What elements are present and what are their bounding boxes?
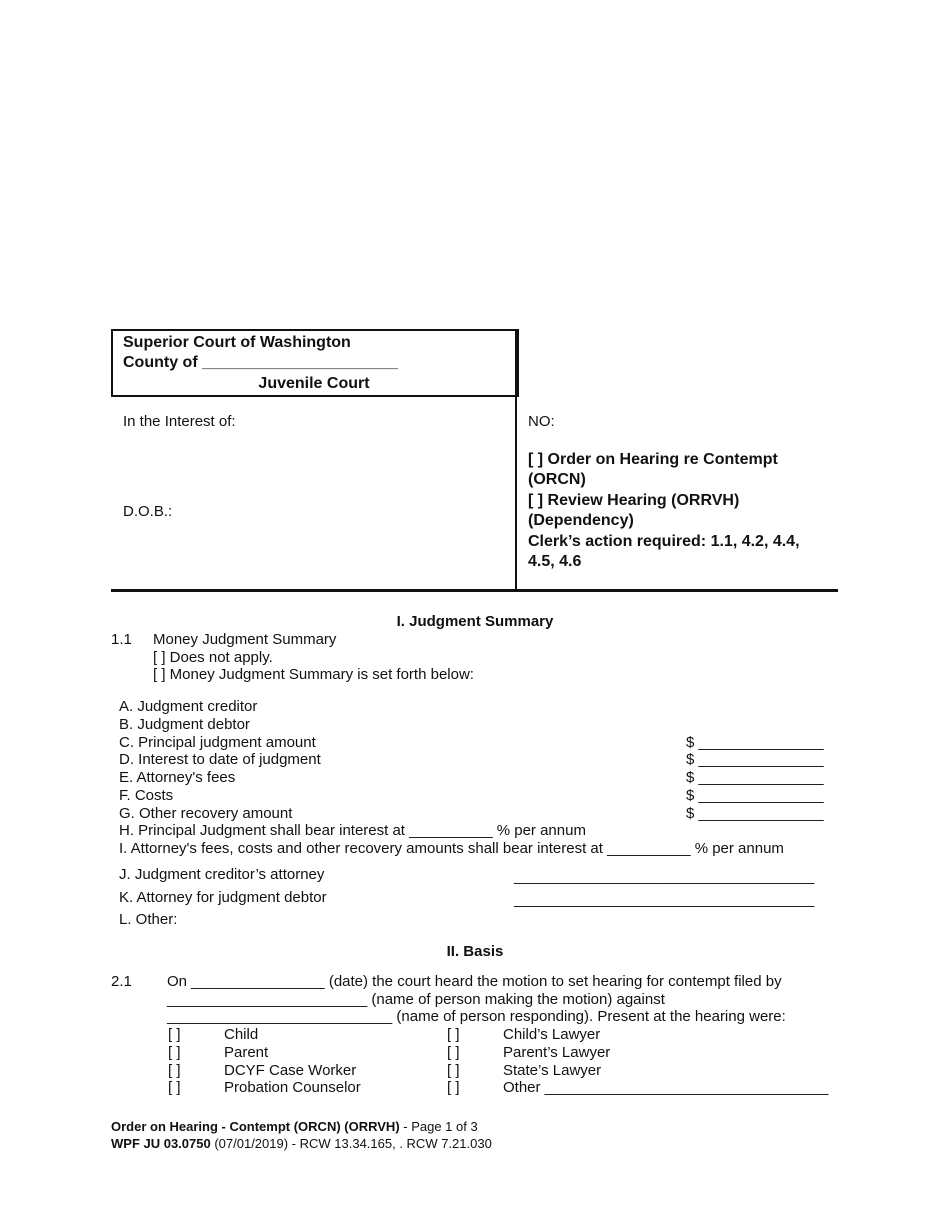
checkbox-dcyf-case-worker: [ ] [168,1062,181,1079]
clerk-action: Clerk’s action required: 1.1, 4.2, 4.4, 4.5, 4.6 [528,533,800,570]
label-other: Other __________________________________ [503,1079,829,1096]
line-f: F. Costs [119,787,174,804]
checkbox-states-lawyer: [ ] [447,1062,460,1079]
line-b: B. Judgment debtor [119,716,250,733]
line-j: J. Judgment creditor’s attorney [119,866,325,883]
label-dcyf-case-worker: DCYF Case Worker [224,1062,357,1079]
basis-line-1: On ________________ (date) the court heard the motion to set hearing for contempt filed by [167,973,782,990]
label-parents-lawyer: Parent’s Lawyer [503,1044,611,1061]
checkbox-other: [ ] [447,1079,460,1096]
amount-blank-e: $ _______________ [686,769,824,786]
option-does-not-apply: [ ] Does not apply. [153,649,273,666]
line-c: C. Principal judgment amount [119,734,316,751]
label-childs-lawyer: Child’s Lawyer [503,1026,601,1043]
line-i: I. Attorney's fees, costs and other recovery amounts shall bear interest at __________ % per annum [119,840,784,857]
case-number-label: NO: [528,413,555,430]
footer-form-title: Order on Hearing - Contempt (ORCN) (ORRVH) [111,1119,400,1134]
amount-blank-c: $ _______________ [686,734,824,751]
section-2-heading: II. Basis [446,943,504,960]
option-set-forth-below: [ ] Money Judgment Summary is set forth below: [153,666,474,683]
footer-title-line [111,1118,478,1135]
item-1-1-title: Money Judgment Summary [153,631,337,648]
order-title-contempt: [ ] Order on Hearing re Contempt (ORCN) [528,451,778,488]
label-states-lawyer: State’s Lawyer [503,1062,602,1079]
item-1-1-number: 1.1 [111,631,132,648]
item-2-1-number: 2.1 [111,973,132,990]
amount-blank-f: $ _______________ [686,787,824,804]
attorney-blank-j: ____________________________________ [514,868,815,885]
checkbox-childs-lawyer: [ ] [447,1026,460,1043]
line-k: K. Attorney for judgment debtor [119,889,327,906]
line-e: E. Attorney's fees [119,769,236,786]
checkbox-parents-lawyer: [ ] [447,1044,460,1061]
line-l: L. Other: [119,911,178,928]
caption-divider-vertical [515,329,517,591]
checkbox-parent: [ ] [168,1044,181,1061]
caption-divider-horizontal [111,589,838,592]
juvenile-court-label: Juvenile Court [258,375,370,392]
label-child: Child [224,1026,259,1043]
line-g: G. Other recovery amount [119,805,293,822]
checkbox-child: [ ] [168,1026,181,1043]
label-parent: Parent [224,1044,269,1061]
label-probation-counselor: Probation Counselor [224,1079,361,1096]
attorney-blank-k: ____________________________________ [514,891,815,908]
footer-page-info: - Page 1 of 3 [399,1119,478,1134]
section-1-heading: I. Judgment Summary [396,613,554,630]
footer-form-line [111,1135,492,1152]
line-h: H. Principal Judgment shall bear interest at __________ % per annum [119,822,586,839]
checkbox-probation-counselor: [ ] [168,1079,181,1096]
footer-form-number: WPF JU 03.0750 [111,1136,211,1151]
amount-blank-d: $ _______________ [686,751,824,768]
basis-line-3: ___________________________ (name of person responding). Present at the hearing were: [167,1008,786,1025]
basis-line-2: ________________________ (name of person making the motion) against [167,991,665,1008]
line-d: D. Interest to date of judgment [119,751,321,768]
order-title-review: [ ] Review Hearing (ORRVH) (Dependency) [528,492,740,529]
amount-blank-g: $ _______________ [686,805,824,822]
dob-label: D.O.B.: [123,503,173,520]
court-name: Superior Court of Washington [123,334,351,351]
county-line: County of ______________________ [123,354,398,371]
line-a: A. Judgment creditor [119,698,258,715]
footer-form-info: (07/01/2019) - RCW 13.34.165, . RCW 7.21.030 [210,1136,492,1151]
interest-of-label: In the Interest of: [123,413,236,430]
